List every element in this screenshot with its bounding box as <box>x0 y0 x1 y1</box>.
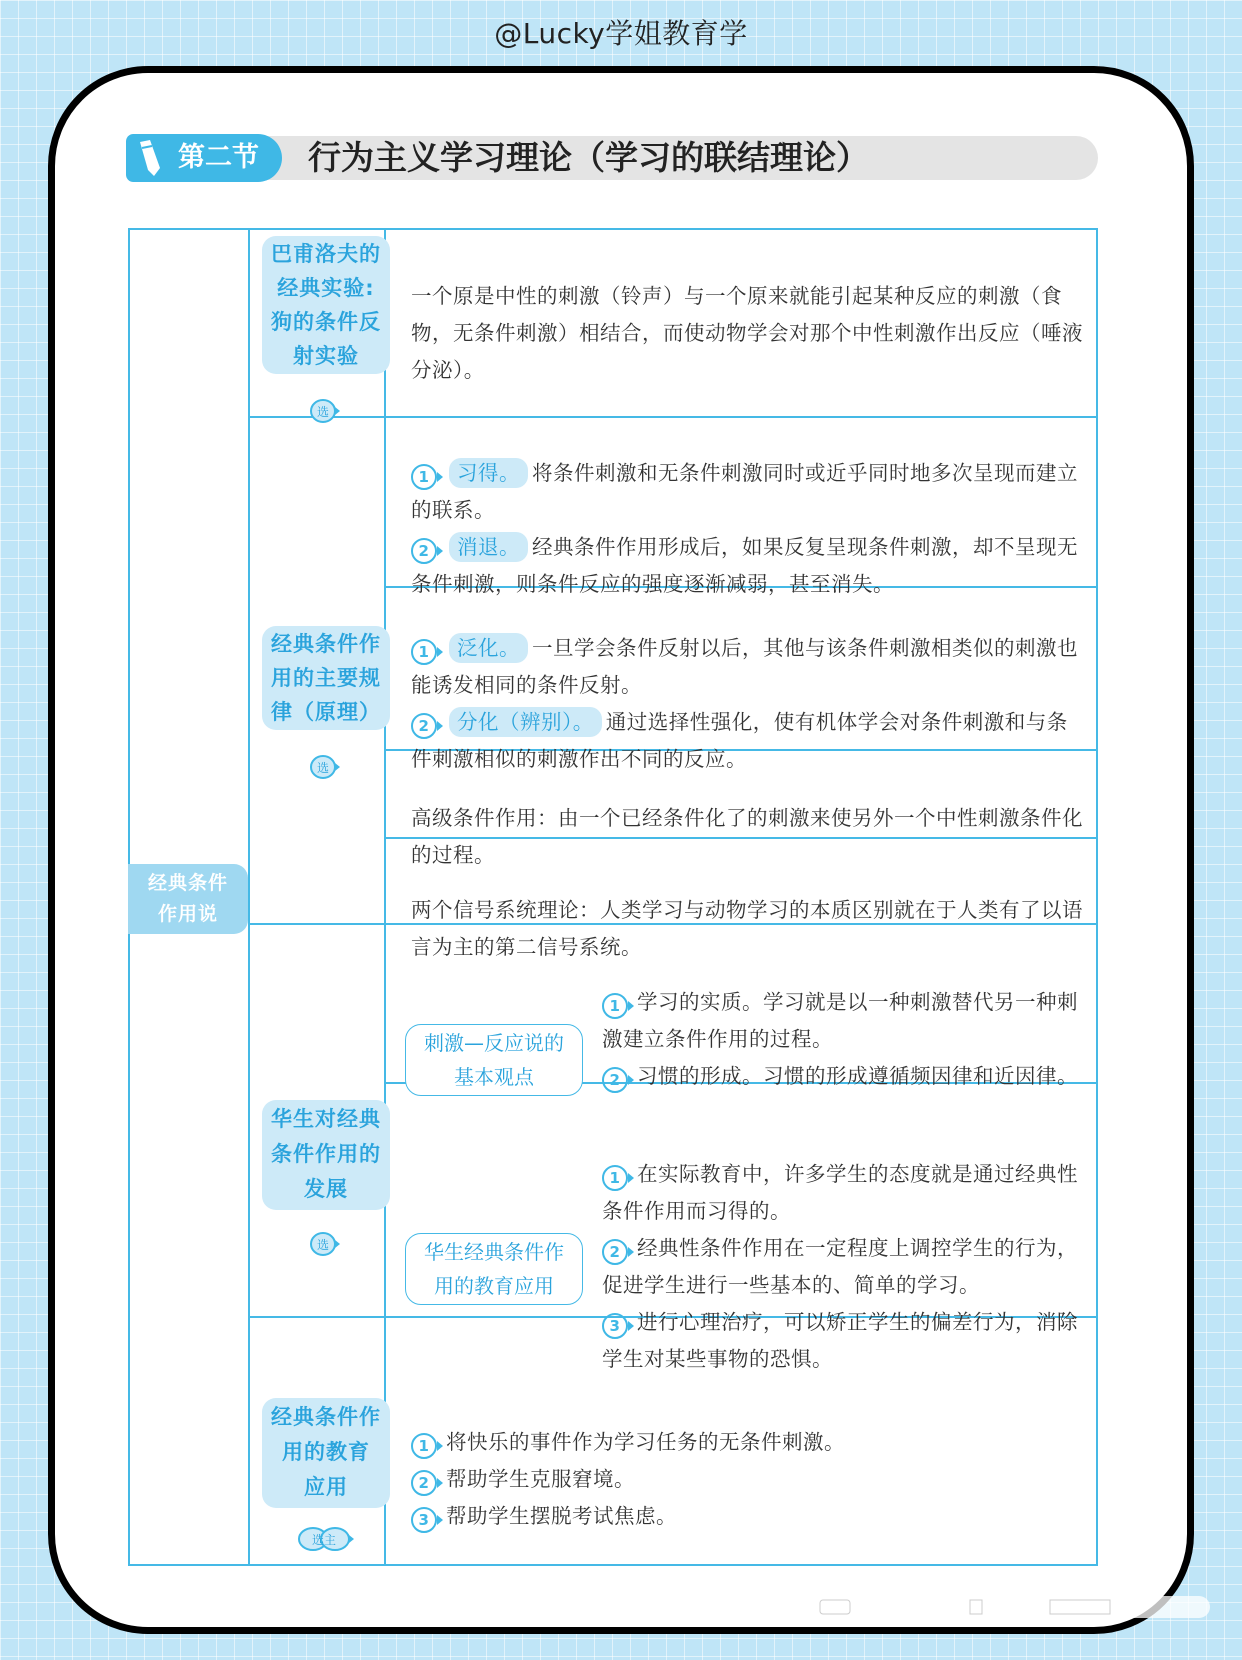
image-indicator-strip <box>790 1594 1210 1620</box>
select-main-badge-icon <box>296 1526 356 1552</box>
edu-application-label <box>262 1398 390 1508</box>
section-tag-label: 第二节 <box>178 142 259 173</box>
higher-order-conditioning: 高级条件作用：由一个已经条件化了的刺激来使另外一个中性刺激条件化的过程。 <box>411 806 1083 867</box>
svg-text:选: 选 <box>316 761 330 775</box>
watson-edu-application-label <box>405 1233 583 1305</box>
label-line: 基本观点 <box>454 1065 534 1089</box>
number-2-icon: 2 <box>411 538 437 564</box>
label-line: 狗的条件反 <box>271 310 381 334</box>
acquisition-item <box>411 455 1087 529</box>
generalization-item <box>411 630 1087 704</box>
label-line: 用的主要规 <box>271 666 381 690</box>
svg-text:选主: 选主 <box>311 1533 337 1547</box>
discrimination-item <box>411 704 1087 778</box>
label-line: 射实验 <box>293 344 359 368</box>
label-line: 经典条件作 <box>271 1405 381 1429</box>
theory-label <box>128 864 248 934</box>
keyword-highlight: 消退。 <box>449 532 528 562</box>
label-line: 发展 <box>304 1177 348 1201</box>
watson-edu-application-text <box>602 1156 1088 1378</box>
number-1-icon: 1 <box>602 1165 628 1191</box>
keyword-highlight: 习得。 <box>449 458 528 488</box>
list-item <box>602 1058 1088 1095</box>
select-badge-icon <box>309 398 341 424</box>
label-line: 条件作用的 <box>271 1142 381 1166</box>
pencil-icon <box>134 138 168 178</box>
watson-label <box>262 1100 390 1210</box>
laws-label <box>262 626 390 730</box>
label-line: 应用 <box>304 1475 348 1499</box>
label-line: 刺激—反应说的 <box>424 1031 564 1055</box>
item-text: 学习的实质。学习就是以一种刺激替代另一种刺激建立条件作用的过程。 <box>602 990 1079 1051</box>
label-line: 经典条件作 <box>271 632 381 656</box>
number-2-icon: 2 <box>411 1470 437 1496</box>
item-text: 经典条件作用形成后，如果反复呈现条件刺激，却不呈现无条件刺激，则条件反应的强度逐渐减弱，甚至消失。 <box>411 535 1078 596</box>
list-item <box>411 1424 1087 1461</box>
keyword-highlight: 分化（辨别）。 <box>449 707 602 737</box>
row-divider <box>248 416 1096 418</box>
number-3-icon: 3 <box>411 1507 437 1533</box>
column-divider <box>248 230 250 1564</box>
item-text: 经典性条件作用在一定程度上调控学生的行为，促进学生进行一些基本的、简单的学习。 <box>602 1236 1079 1297</box>
select-badge-icon <box>309 1231 341 1257</box>
label-line: 华生对经典 <box>271 1107 381 1131</box>
section-heading <box>126 134 1098 182</box>
select-badge-icon <box>309 754 341 780</box>
item-text: 一旦学会条件反射以后，其他与该条件刺激相类似的刺激也能诱发相同的条件反射。 <box>411 636 1078 697</box>
sr-basic-views-label <box>405 1024 583 1096</box>
number-1-icon: 1 <box>411 464 437 490</box>
number-2-icon: 2 <box>411 713 437 739</box>
svg-text:选: 选 <box>316 1238 330 1252</box>
acquisition-extinction-cell <box>411 455 1087 603</box>
edu-application-list <box>411 1424 1087 1535</box>
item-text: 习惯的形成。习惯的形成遵循频因律和近因律。 <box>637 1064 1079 1088</box>
label-line: 经典实验: <box>277 276 375 300</box>
list-item <box>602 984 1088 1058</box>
item-text: 帮助学生摆脱考试焦虑。 <box>446 1504 678 1528</box>
pavlov-description: 一个原是中性的刺激（铃声）与一个原来就能引起某种反应的刺激（食物，无条件刺激）相结合，而使动物学会对那个中性刺激作出反应（唾液分泌）。 <box>411 284 1083 382</box>
theory-label-line: 作用说 <box>157 903 218 925</box>
section-title: 行为主义学习理论（学习的联结理论） <box>308 138 869 177</box>
svg-text:选: 选 <box>316 405 330 419</box>
pavlov-label <box>262 236 390 374</box>
label-line: 用的教育应用 <box>434 1274 554 1298</box>
item-text: 通过选择性强化，使有机体学会对条件刺激和与条件刺激相似的刺激作出不同的反应。 <box>411 710 1068 771</box>
label-line: 巴甫洛夫的 <box>271 242 381 266</box>
number-2-icon: 2 <box>602 1067 628 1093</box>
two-signal-systems: 两个信号系统理论：人类学习与动物学习的本质区别就在于人类有了以语言为主的第二信号系统。 <box>411 898 1083 959</box>
number-3-icon: 3 <box>602 1313 628 1339</box>
list-item <box>602 1156 1088 1230</box>
sr-basic-views-text <box>602 984 1088 1095</box>
generalization-discrimination-cell <box>411 630 1087 778</box>
item-text: 帮助学生克服窘境。 <box>446 1467 636 1491</box>
section-tag <box>126 134 282 182</box>
number-1-icon: 1 <box>602 993 628 1019</box>
list-item <box>602 1304 1088 1378</box>
item-text: 将快乐的事件作为学习任务的无条件刺激。 <box>446 1430 846 1454</box>
label-line: 华生经典条件作 <box>424 1240 564 1264</box>
number-1-icon: 1 <box>411 1433 437 1459</box>
column-divider <box>384 230 386 1564</box>
list-item <box>411 1498 1087 1535</box>
keyword-highlight: 泛化。 <box>449 633 528 663</box>
item-text: 将条件刺激和无条件刺激同时或近乎同时地多次呈现而建立的联系。 <box>411 461 1078 522</box>
item-text: 进行心理治疗，可以矫正学生的偏差行为，消除学生对某些事物的恐惧。 <box>602 1310 1079 1371</box>
item-text: 在实际教育中，许多学生的态度就是通过经典性条件作用而习得的。 <box>602 1162 1079 1223</box>
extinction-item <box>411 529 1087 603</box>
watermark: @Lucky学姐教育学 <box>494 17 748 50</box>
label-line: 用的教育 <box>282 1440 370 1464</box>
list-item <box>411 1461 1087 1498</box>
number-2-icon: 2 <box>602 1239 628 1265</box>
label-line: 律（原理） <box>271 700 381 724</box>
list-item <box>602 1230 1088 1304</box>
theory-label-line: 经典条件 <box>147 872 228 894</box>
number-1-icon: 1 <box>411 639 437 665</box>
